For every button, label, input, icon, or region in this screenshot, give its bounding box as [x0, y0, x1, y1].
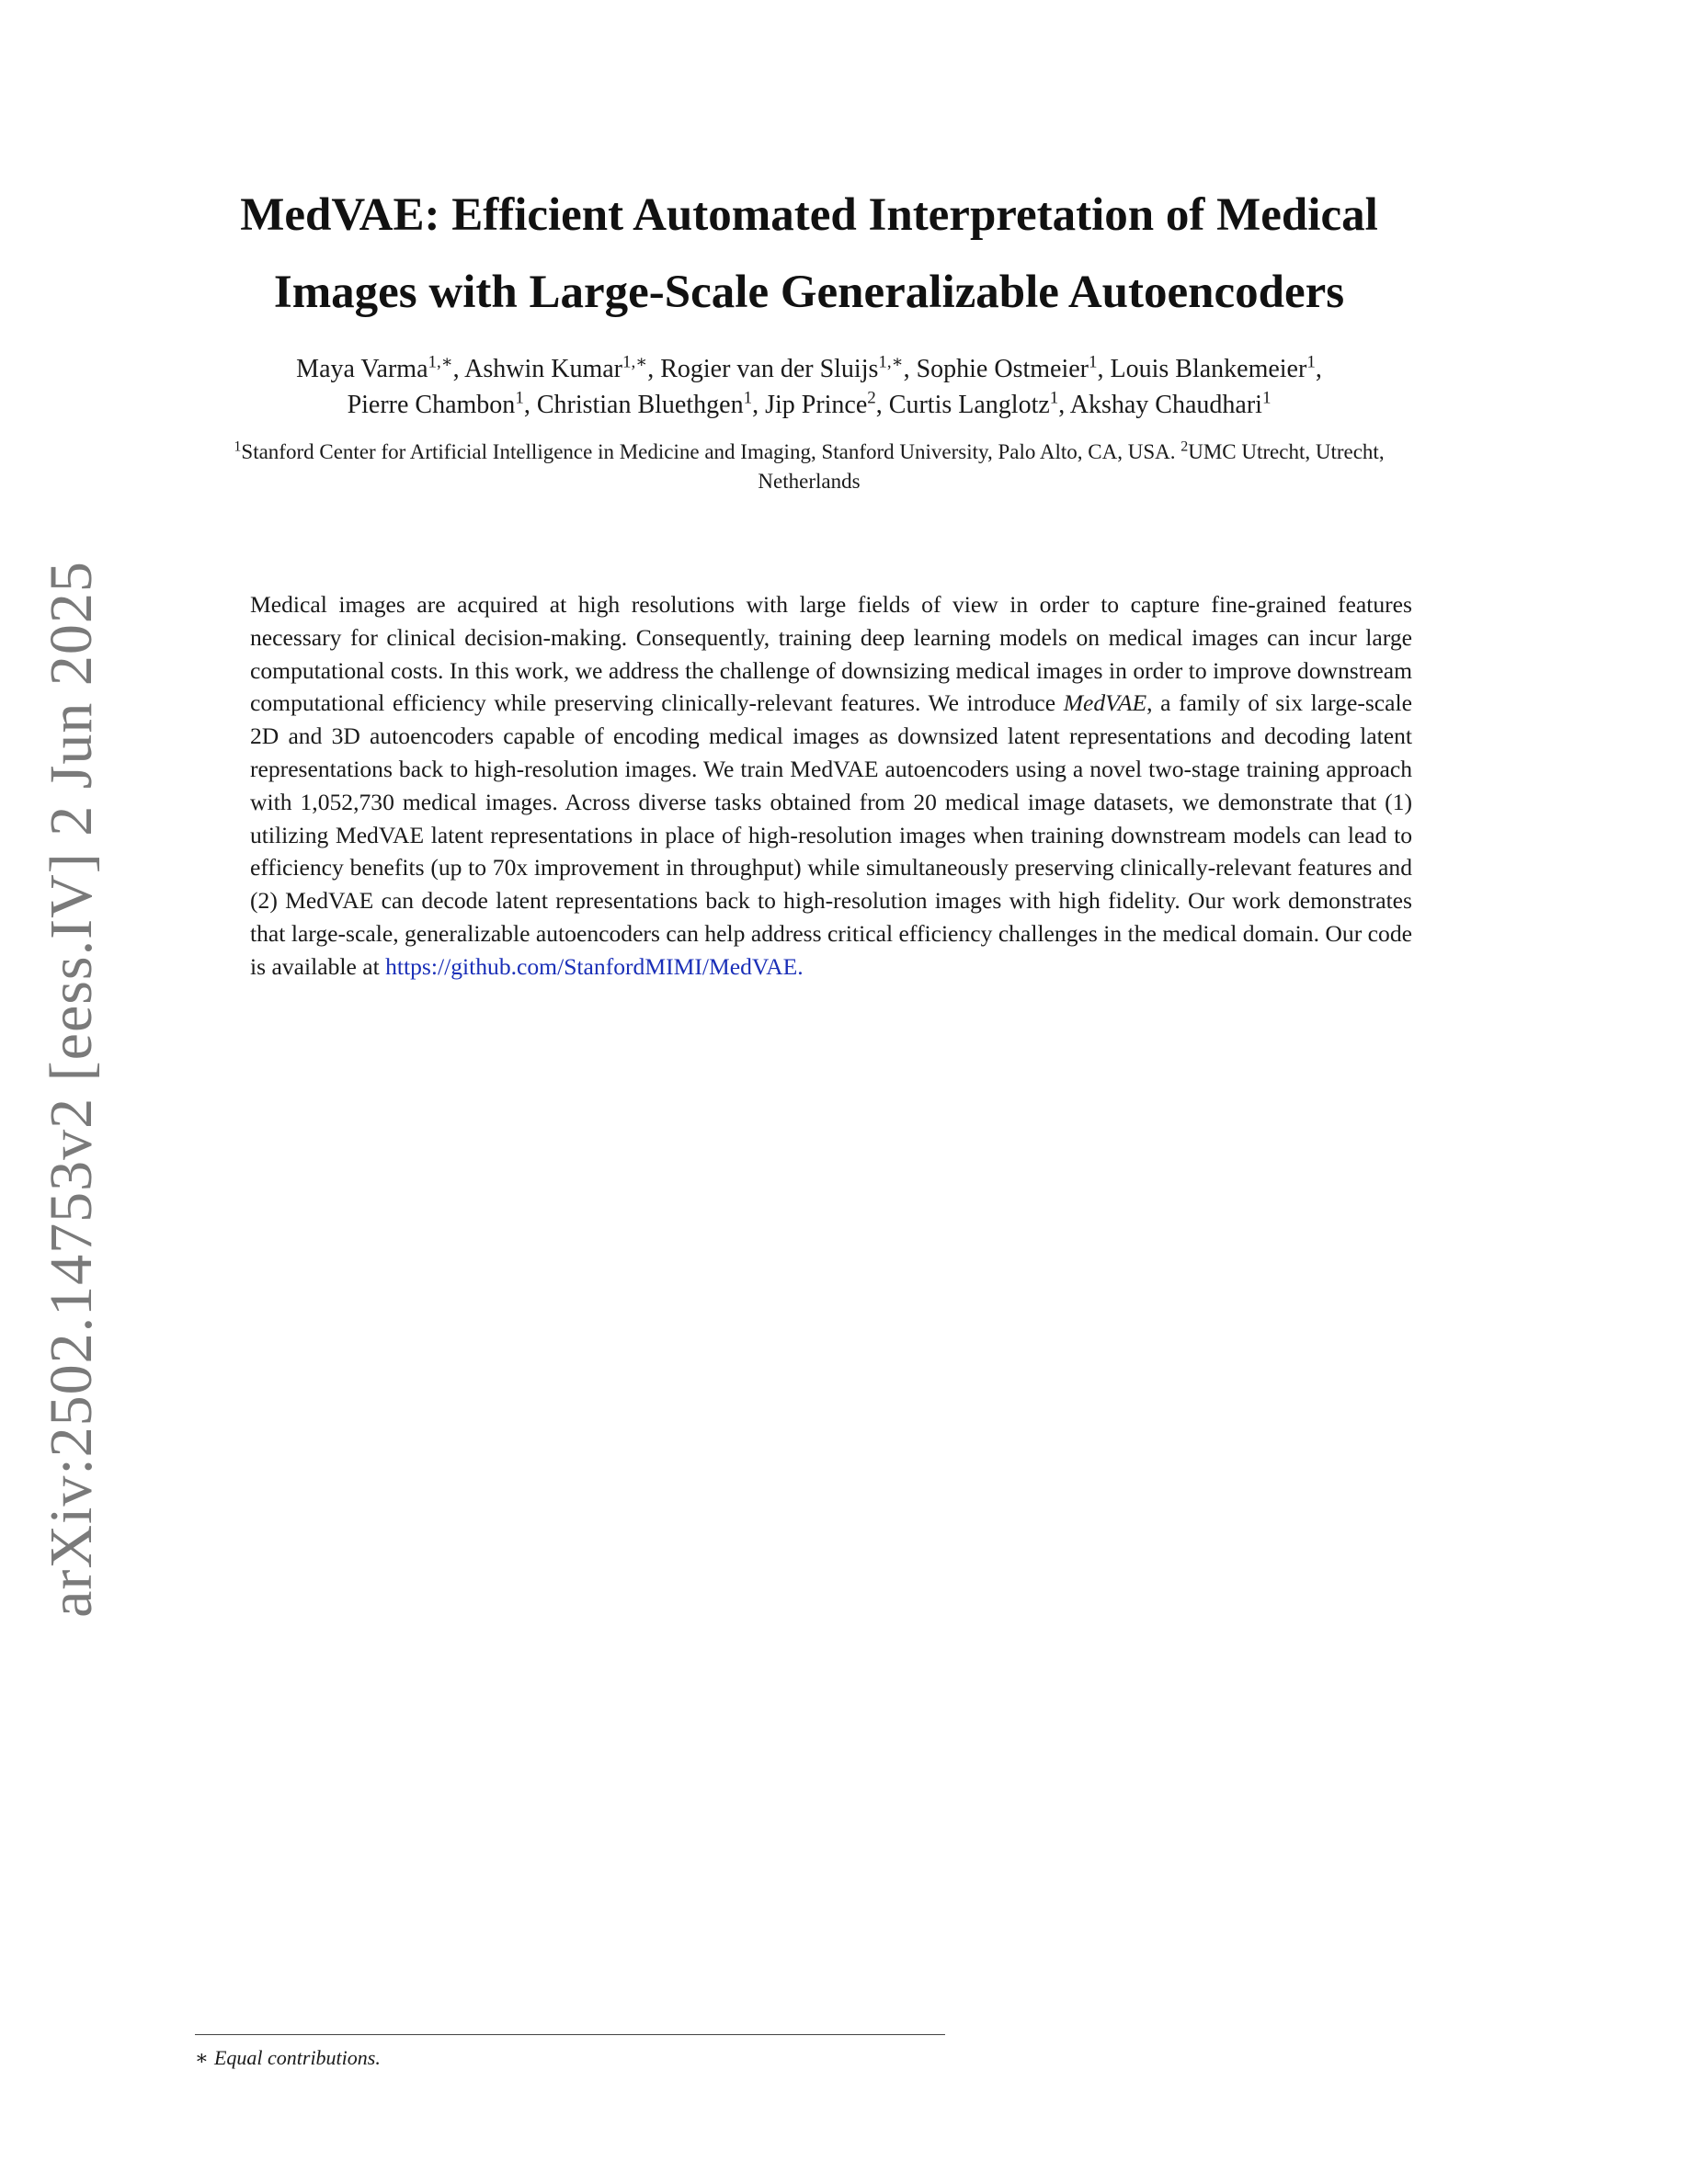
author-separator: , — [752, 391, 766, 419]
affiliation-2: UMC Utrecht, Utrecht, Netherlands — [758, 440, 1385, 493]
author-name: Rogier van der Sluijs — [660, 355, 879, 383]
author-item — [660, 352, 917, 383]
author-name: Maya Varma — [296, 355, 428, 383]
footnote — [195, 2044, 381, 2072]
author-item — [916, 352, 1111, 383]
affiliation-mark-1: 1 — [234, 438, 242, 455]
author-affiliation-mark: 1 — [1261, 388, 1272, 408]
author-list — [156, 351, 1462, 423]
author-item — [888, 388, 1070, 419]
author-affiliation-mark: 1 — [1088, 352, 1098, 372]
author-affiliation-mark: 1,∗ — [878, 352, 904, 372]
footnote-text: Equal contributions. — [213, 2046, 381, 2069]
affiliation-mark-2: 2 — [1180, 438, 1189, 455]
author-name: Akshay Chaudhari — [1069, 391, 1262, 419]
footnote-divider — [195, 2034, 945, 2035]
author-item — [1069, 388, 1272, 419]
author-name: Ashwin Kumar — [464, 355, 623, 383]
code-repository-link[interactable]: https://github.com/StanfordMIMI/MedVAE. — [385, 952, 804, 980]
author-affiliation-mark: 1,∗ — [428, 352, 453, 372]
author-item — [347, 388, 537, 419]
author-name: Jip Prince — [765, 391, 868, 419]
author-separator: , — [452, 355, 465, 383]
abstract-emphasis: MedVAE — [1063, 689, 1147, 717]
author-item — [296, 352, 465, 383]
author-item — [1110, 352, 1322, 383]
author-name: Christian Bluethgen — [536, 391, 744, 419]
footnote-mark: ∗ — [195, 2046, 209, 2069]
affiliation-1: Stanford Center for Artificial Intelligence in Medicine and Imaging, Stanford University, Palo Alto, CA, USA. — [241, 440, 1181, 463]
abstract-text-part-2: , a family of six large-scale 2D and 3D autoencoders capable of encoding medical images as downsized latent representations and decoding latent representations back to high-resolution images. We train MedVAE autoencoders using a novel two-stage training approach with 1,052,730 medical images. Across diverse tasks obtained from 20 medical image datasets, we demonstrate that (1) utilizing MedVAE latent representations in place of high-resolution images when training downstream models can lead to efficiency benefits (up to 70x improvement in throughput) while simultaneously preserving clinically-relevant features and (2) MedVAE can decode latent representations back to high-resolution images with high fidelity. Our work demonstrates that large-scale, generalizable autoencoders can help address critical efficiency challenges in the medical domain. Our code is available at — [250, 689, 1412, 980]
author-item — [536, 388, 766, 419]
arxiv-identifier-text: arXiv:2502.14753v2 [eess.IV] 2 Jun 2025 — [38, 561, 106, 1618]
author-affiliation-mark: 1 — [1306, 352, 1316, 372]
affiliation-block — [184, 438, 1434, 496]
paper-title-line-2: Images with Large-Scale Generalizable Autoencoders — [273, 267, 1345, 318]
author-separator: , — [1097, 355, 1111, 383]
author-name: Sophie Ostmeier — [916, 355, 1089, 383]
author-separator: , — [1315, 355, 1322, 383]
author-name: Curtis Langlotz — [888, 391, 1050, 419]
author-affiliation-mark: 1 — [1049, 388, 1059, 408]
author-affiliation-mark: 2 — [867, 388, 876, 408]
author-name: Pierre Chambon — [347, 391, 516, 419]
author-item — [765, 388, 889, 419]
author-affiliation-mark: 1,∗ — [622, 352, 648, 372]
author-item — [464, 352, 661, 383]
author-separator: , — [647, 355, 661, 383]
abstract-paragraph — [250, 588, 1412, 984]
author-affiliation-mark: 1 — [515, 388, 524, 408]
author-name: Louis Blankemeier — [1110, 355, 1307, 383]
paper-title — [156, 176, 1462, 331]
author-separator: , — [903, 355, 917, 383]
abstract-text-part-1: Medical images are acquired at high resolutions with large fields of view in order to capture fine-grained features necessary for clinical decision-making. Consequently, training deep learning models on medical images can incur large computational costs. In this work, we address the challenge of downsizing medical images in order to improve downstream computational efficiency while preserving clinically-relevant features. We introduce — [250, 591, 1412, 717]
author-separator: , — [1058, 391, 1070, 419]
author-affiliation-mark: 1 — [743, 388, 753, 408]
arxiv-identifier-stamp — [17, 561, 127, 1618]
paper-title-line-1: MedVAE: Efficient Automated Interpretation of Medical — [240, 189, 1378, 241]
author-separator: , — [523, 391, 537, 419]
author-separator: , — [875, 391, 889, 419]
